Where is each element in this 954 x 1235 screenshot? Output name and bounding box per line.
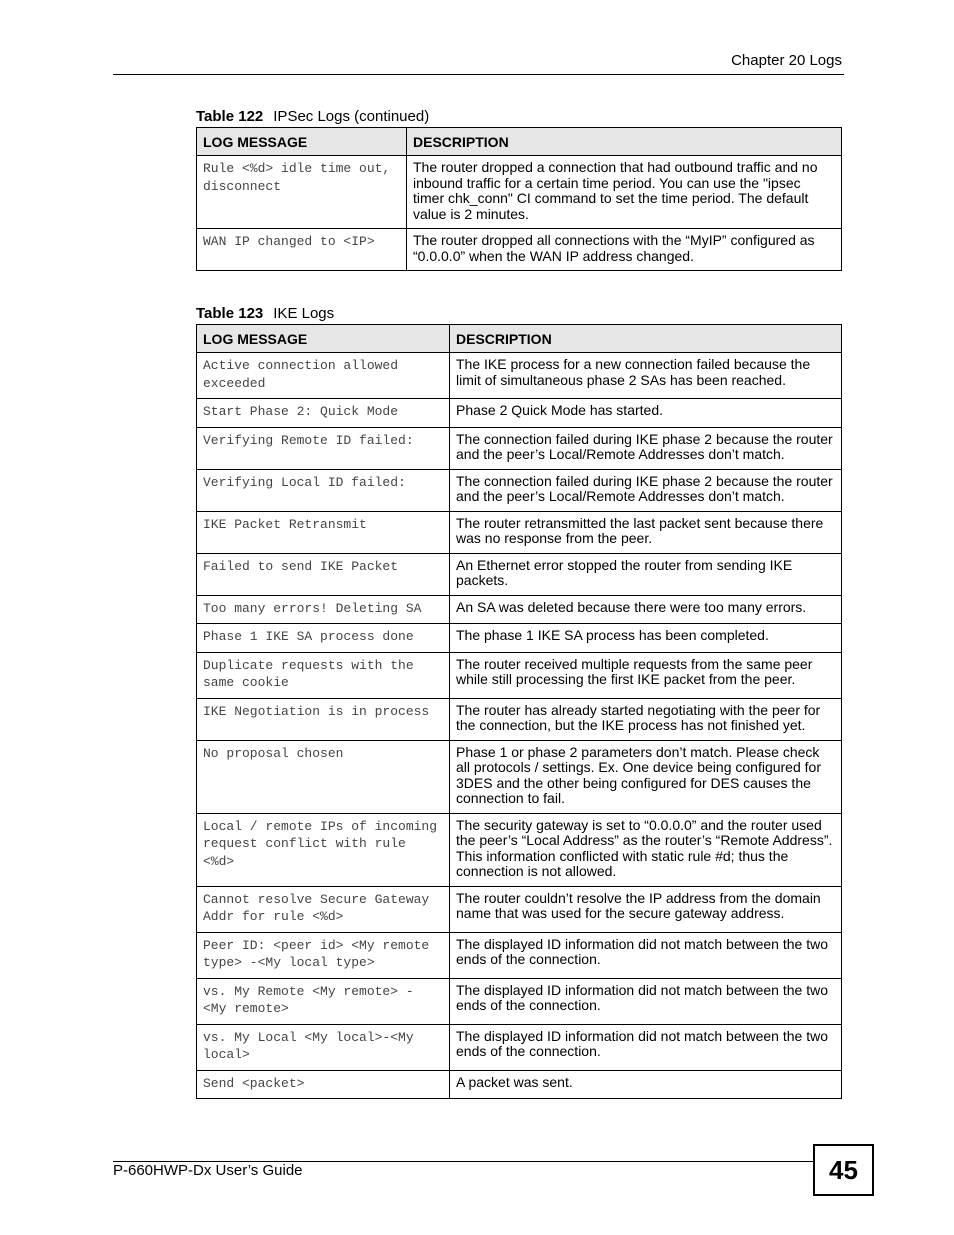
description-cell: Phase 1 or phase 2 parameters don’t match. Please check all protocols / settings. Ex. One device being configured for 3DES and the other being configured for DES causes the connection to fail. [450, 740, 842, 813]
table-122-number: Table 122 [196, 108, 264, 125]
description-cell: The displayed ID information did not match between the two ends of the connection. [450, 978, 842, 1024]
table-122 [196, 127, 842, 271]
description-cell: The router dropped a connection that had outbound traffic and no inbound traffic for a certain time period. You can use the "ipsec timer chk_conn" CI command to set the time period. The default value is 2 minutes. [407, 156, 842, 229]
table-row [197, 698, 842, 740]
table-row [197, 427, 842, 469]
table-row [197, 740, 842, 813]
log-message-cell: Peer ID: <peer id> <My remote type> -<My local type> [197, 932, 450, 978]
column-header-description: DESCRIPTION [450, 325, 842, 353]
description-cell: An Ethernet error stopped the router from sending IKE packets. [450, 553, 842, 595]
description-cell: A packet was sent. [450, 1070, 842, 1099]
guide-title: P-660HWP-Dx User’s Guide [113, 1162, 303, 1179]
column-header-description: DESCRIPTION [407, 128, 842, 156]
log-message-cell: No proposal chosen [197, 740, 450, 813]
table-123-caption [196, 305, 334, 322]
table-row [197, 624, 842, 653]
table-row [197, 469, 842, 511]
log-message-cell: vs. My Remote <My remote> - <My remote> [197, 978, 450, 1024]
description-cell: The router couldn’t resolve the IP address from the domain name that was used for the secure gateway address. [450, 886, 842, 932]
table-123-title: IKE Logs [273, 305, 335, 322]
description-cell: The router dropped all connections with the “MyIP” configured as “0.0.0.0” when the WAN IP address changed. [407, 229, 842, 271]
table-row [197, 511, 842, 553]
description-cell: The security gateway is set to “0.0.0.0” and the router used the peer’s “Local Address” as the router’s “Remote Address”. This information conflicted with static rule #d; thus the connection is not allowed. [450, 813, 842, 886]
log-message-cell: WAN IP changed to <IP> [197, 229, 407, 271]
table-row [197, 978, 842, 1024]
column-header-log-message: LOG MESSAGE [197, 325, 450, 353]
table-123 [196, 324, 842, 1099]
column-header-log-message: LOG MESSAGE [197, 128, 407, 156]
log-message-cell: Verifying Local ID failed: [197, 469, 450, 511]
log-message-cell: Phase 1 IKE SA process done [197, 624, 450, 653]
table-row [197, 553, 842, 595]
description-cell: The connection failed during IKE phase 2 because the router and the peer’s Local/Remote Addresses don’t match. [450, 469, 842, 511]
table-row [197, 229, 842, 271]
log-message-cell: Send <packet> [197, 1070, 450, 1099]
table-row [197, 1024, 842, 1070]
description-cell: The displayed ID information did not match between the two ends of the connection. [450, 932, 842, 978]
header-rule [113, 74, 844, 75]
table-123-number: Table 123 [196, 305, 264, 322]
description-cell: The IKE process for a new connection failed because the limit of simultaneous phase 2 SAs has been reached. [450, 353, 842, 399]
description-cell: Phase 2 Quick Mode has started. [450, 399, 842, 428]
log-message-cell: Verifying Remote ID failed: [197, 427, 450, 469]
table-row [197, 932, 842, 978]
log-message-cell: Local / remote IPs of incoming request conflict with rule <%d> [197, 813, 450, 886]
table-122-caption [196, 108, 429, 125]
description-cell: The router has already started negotiating with the peer for the connection, but the IKE process has not finished yet. [450, 698, 842, 740]
description-cell: The router retransmitted the last packet sent because there was no response from the peer. [450, 511, 842, 553]
table-row [197, 1070, 842, 1099]
description-cell: The phase 1 IKE SA process has been completed. [450, 624, 842, 653]
log-message-cell: Start Phase 2: Quick Mode [197, 399, 450, 428]
page-number: 45 [813, 1144, 874, 1196]
description-cell: The router received multiple requests from the same peer while still processing the first IKE packet from the peer. [450, 652, 842, 698]
description-cell: The displayed ID information did not match between the two ends of the connection. [450, 1024, 842, 1070]
description-cell: An SA was deleted because there were too many errors. [450, 595, 842, 624]
description-cell: The connection failed during IKE phase 2 because the router and the peer’s Local/Remote Addresses don’t match. [450, 427, 842, 469]
table-row [197, 813, 842, 886]
log-message-cell: IKE Negotiation is in process [197, 698, 450, 740]
table-header-row [197, 128, 842, 156]
table-row [197, 652, 842, 698]
log-message-cell: vs. My Local <My local>-<My local> [197, 1024, 450, 1070]
table-122-title: IPSec Logs (continued) [273, 108, 430, 125]
log-message-cell: Duplicate requests with the same cookie [197, 652, 450, 698]
table-row [197, 353, 842, 399]
log-message-cell: Cannot resolve Secure Gateway Addr for rule <%d> [197, 886, 450, 932]
table-row [197, 886, 842, 932]
log-message-cell: IKE Packet Retransmit [197, 511, 450, 553]
log-message-cell: Too many errors! Deleting SA [197, 595, 450, 624]
chapter-header: Chapter 20 Logs [731, 52, 842, 69]
log-message-cell: Rule <%d> idle time out, disconnect [197, 156, 407, 229]
table-header-row [197, 325, 842, 353]
table-row [197, 595, 842, 624]
log-message-cell: Active connection allowed exceeded [197, 353, 450, 399]
log-message-cell: Failed to send IKE Packet [197, 553, 450, 595]
table-row [197, 156, 842, 229]
table-row [197, 399, 842, 428]
